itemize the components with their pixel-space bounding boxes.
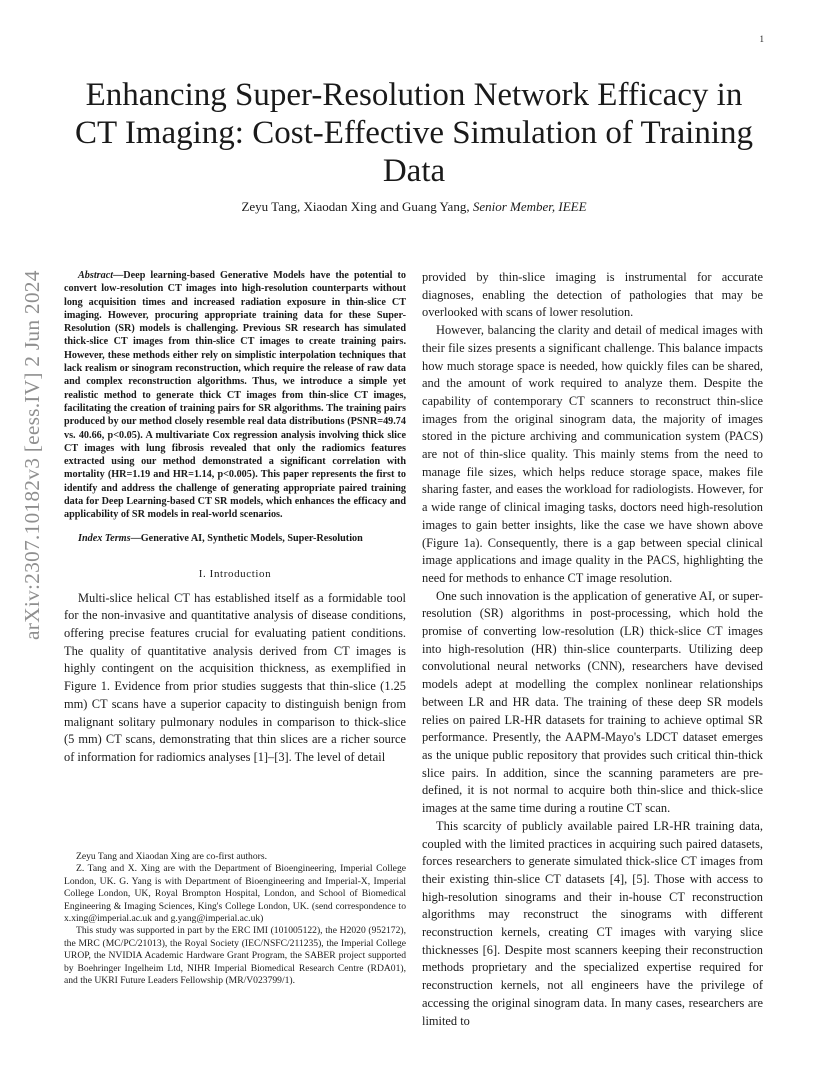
right-column (422, 269, 763, 1030)
footnote: This study was supported in part by the ERC IMI (101005122), the H2020 (952172), the MRC (MC/PC/21013), the Royal Society (IEC/NSFC/211235), the Imperial College UROP, the NVIDIA Academic Hardware Grant Program, the SABER project supported by Boehringer Ingelheim Ltd, NIHR Imperial Biomedical Research Centre (RDA01), and the UKRI Future Leaders Fellowship (MR/V023799/1). (64, 925, 406, 987)
body-paragraph: One such innovation is the application of generative AI, or super-resolution (SR) algorithms in post-processing, which hold the promise of converting low-resolution (LR) thick-slice CT images into high-resolution (HR) thin-slice counterparts. Utilizing deep convolutional neural networks (CNN), researchers have devised models adept at modelling the complex nonlinear relationships between LR and HR data. The training of these deep SR models relies on paired LR-HR datasets for training to achieve optimal SR performance. Presently, the AAPM-Mayo's LDCT dataset emerges as the unique public repository that provides such critical thin-thick slice pairs. In addition, since the scanning parameters are pre-defined, it is not normal to acquire both thin-slice and thick-slice images at the same time during a routine CT scan. (422, 588, 763, 816)
title-line: CT Imaging: Cost-Effective Simulation of Training (75, 115, 753, 151)
left-column (64, 269, 406, 767)
title-line: Data (382, 153, 446, 189)
abstract-text: —Deep learning-based Generative Models have the potential to convert low-resolution CT images into high-resolution counterparts without long acquisition times and increased radiation exposure in thin-slice CT imaging. However, procuring appropriate training data for these Super-Resolution (SR) models is challenging. Previous SR research has simulated thick-slice CT images from thin-slice CT images to create training pairs. However, these methods either rely on simplistic interpolation techniques that lack realism or sinogram reconstruction, which require the release of raw data and complex reconstruction algorithms. Thus, we introduce a simple yet realistic method to generate thick CT images from thin-slice CT images, facilitating the creation of training pairs for SR algorithms. The training pairs produced by our method closely resemble real data distributions (PSNR=49.74 vs. 40.66, p<0.05). A multivariate Cox regression analysis involving thick slice CT images with lung fibrosis revealed that only the radiomics features extracted using our method demonstrated a significant correlation with mortality (HR=1.19 and HR=1.14, p<0.005). This paper represents the first to identify and address the challenge of generating appropriate paired training data for Deep Learning-based CT SR models, which enhances the efficacy and applicability of SR models in real-world scenarios. (64, 270, 406, 521)
author-membership: Senior Member, IEEE (472, 199, 587, 214)
arxiv-identifier-text: arXiv:2307.10182v3 [eess.IV] 2 Jun 2024 (20, 270, 44, 640)
paper-title (64, 76, 764, 190)
footnote: Z. Tang and X. Xing are with the Department of Bioengineering, Imperial College London, UK. G. Yang is with Department of Bioengineering and Imperial-X, Imperial College London, UK, Royal Brompton Hospital, London, and School of Biomedical Engineering & Imaging Sciences, King's College London, UK. (send correspondence to x.xing@imperial.ac.uk and g.yang@imperial.ac.uk) (64, 863, 406, 925)
index-terms-text: —Generative AI, Synthetic Models, Super-Resolution (130, 532, 363, 544)
page-number: 1 (759, 34, 764, 44)
body-paragraph: However, balancing the clarity and detail of medical images with their file sizes presents a significant challenge. This balance impacts how much storage space is needed, how quickly files can be shared, and the amount of work required to analyze them. Despite the capability of contemporary CT scanners to reconstruct thin-slice images from the original sinogram data, the majority of images stored in the picture archiving and communication system (PACS) are not of thin-slice quality. This mainly stems from the need to manage file sizes, which helps reduce storage space, makes file sharing faster, and eases the workload for radiologists. However, for a wide range of clinical imaging tasks, doctors need high-resolution images to gain better insights, like the case we have shown above (Figure 1a). Consequently, there is a gap between special clinical image applications and image quality in the PACS, highlighting the need for methods to enhance CT image resolution. (422, 323, 763, 585)
footnote: Zeyu Tang and Xiaodan Xing are co-first authors. (76, 851, 267, 862)
abstract (64, 269, 406, 522)
index-terms (64, 532, 406, 545)
title-line: Enhancing Super-Resolution Network Efficacy in (85, 77, 743, 113)
author-line (64, 199, 764, 215)
body-paragraph: This scarcity of publicly available paired LR-HR training data, coupled with the limited practices in acquiring such paired datasets, forces researchers to generate simulated thick-slice CT images from their existing thin-slice CT datasets [4], [5]. Those with access to high-resolution sinograms and their in-house CT reconstruction algorithms may reconstruct the sinograms with different reconstruction kernels, creating CT images with varying slice thicknesses [6]. Despite most scanners keeping their reconstruction methods proprietary and the specialized expertise required for reconstruction kernels, not all engineers have the privilege of accessing the original sinogram data. In many cases, researchers are limited to (422, 818, 763, 1028)
author-names: Zeyu Tang, Xiaodan Xing and Guang Yang, (241, 199, 473, 214)
footnotes (64, 851, 406, 987)
index-terms-label: Index Terms (78, 532, 131, 544)
abstract-label: Abstract (78, 270, 114, 281)
section-heading: I. Introduction (198, 567, 272, 580)
body-paragraph: provided by thin-slice imaging is instrumental for accurate diagnoses, enabling the detection of pathologies that may be overlooked with scans of lower resolution. (422, 270, 763, 320)
body-paragraph: Multi-slice helical CT has established itself as a formidable tool for the non-invasive and quantitative analysis of disease conditions, offering precise features crucial for evaluating patient conditions. The quality of quantitative analysis derived from CT images is highly contingent on the acquisition thickness, as exemplified in Figure 1. Evidence from prior studies suggests that thin-slice (1.25 mm) CT scans have a superior capacity to distinguish benign from malignant solitary pulmonary nodules in comparison to thick-slice (5 mm) CT scans, demonstrating that thin slices are a richer source of information for radiomics analyses [1]–[3]. The level of detail (64, 590, 406, 764)
